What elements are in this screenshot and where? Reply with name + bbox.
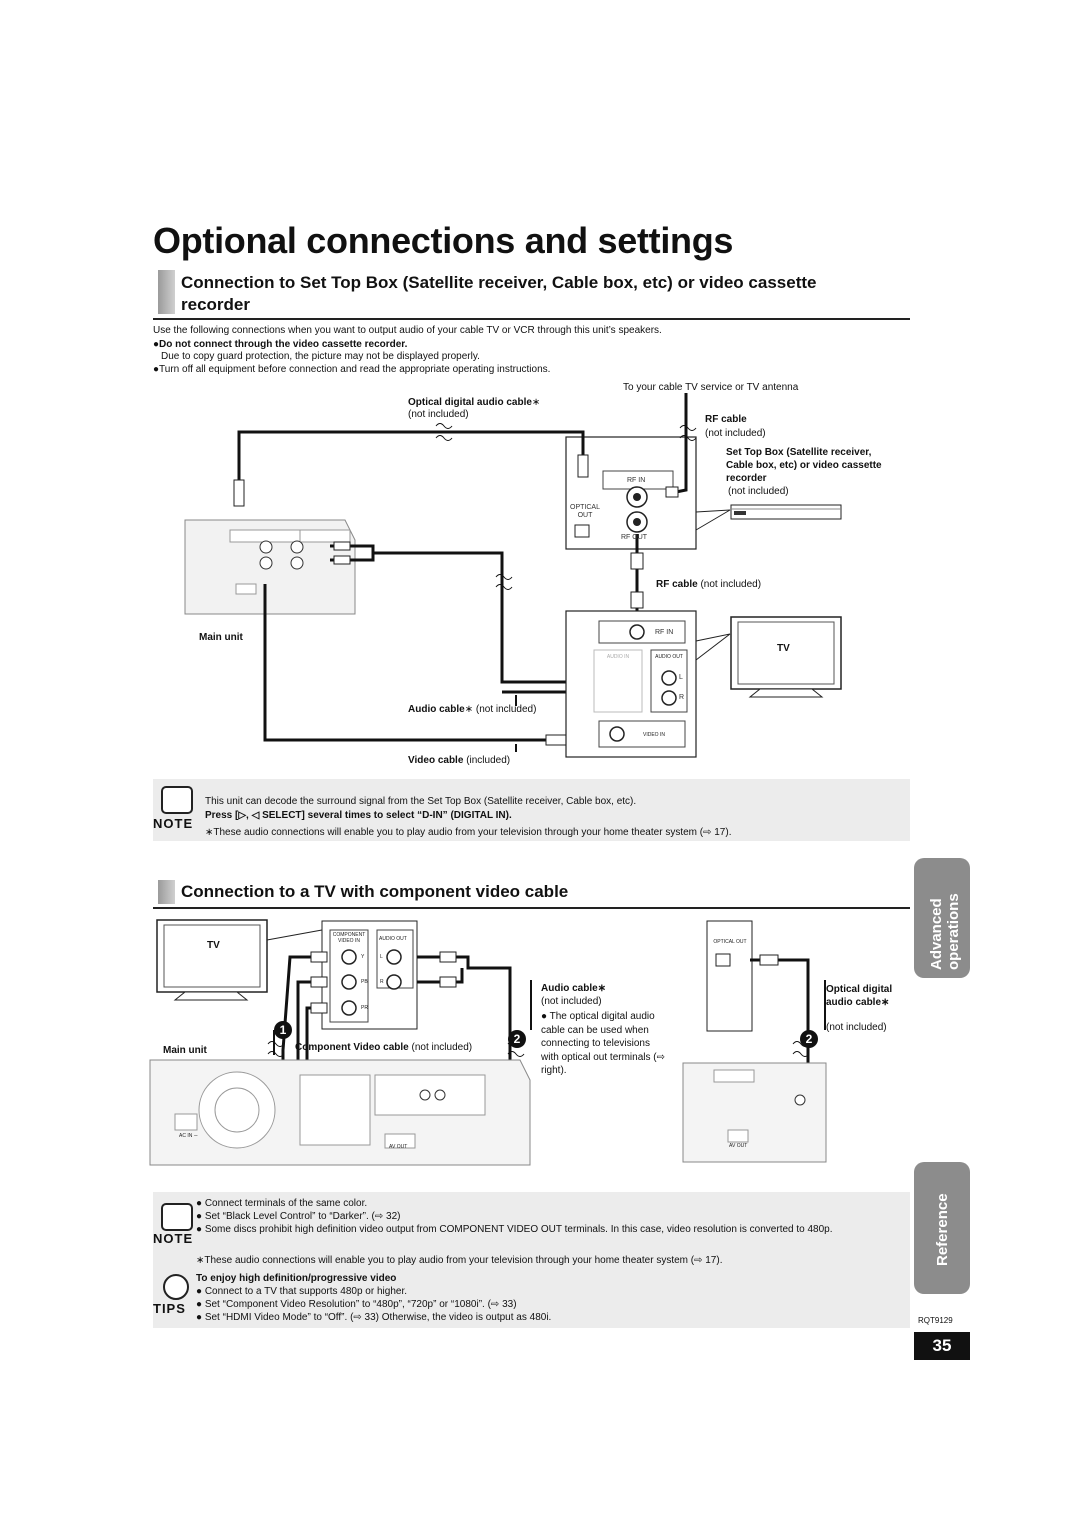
lightbulb-icon [163, 1274, 189, 1300]
step-number: 2 [508, 1030, 526, 1048]
label-av-out: AV OUT [729, 1143, 748, 1149]
note-icon [161, 1203, 193, 1231]
note-line: ∗These audio connections will enable you to play audio from your television through your home theater system (⇨ 17). [196, 1255, 723, 1266]
label-rf-in-tv: RF IN [655, 629, 674, 636]
note-line: Press [▷, ◁ SELECT] several times to select “D-IN” (DIGITAL IN). [205, 810, 512, 821]
section1-intro: Use the following connections when you want to output audio of your cable TV or VCR through this unit’s speakers. [153, 325, 662, 336]
label-pr: PR [361, 1005, 368, 1011]
step-number: 2 [800, 1030, 818, 1048]
label-y: Y [361, 954, 365, 960]
label-optical-cable: Optical digital audio cable∗ [826, 984, 893, 1008]
label-video-cable: Video cable (included) [408, 755, 511, 766]
tips-heading: To enjoy high definition/progressive video [196, 1273, 397, 1284]
label-component-cable: Component Video cable (not included) [295, 1042, 473, 1053]
label-pb: PB [361, 979, 368, 985]
label-antenna: To your cable TV service or TV antenna [623, 382, 799, 393]
note-label: NOTE [153, 816, 194, 831]
section2-heading: Connection to a TV with component video cable [181, 882, 569, 901]
label-tv: TV [777, 643, 790, 654]
label-component-video-in: COMPONENT VIDEO IN [332, 932, 366, 944]
tips-label: TIPS [153, 1301, 186, 1316]
label-rf-out: RF OUT [621, 534, 648, 541]
label-audio-cable: Audio cable∗ (not included) [408, 704, 537, 715]
bullet-item: ●Do not connect through the video cassette recorder. [153, 339, 408, 350]
label-audio-out: AUDIO OUT [655, 654, 683, 660]
note-line: ● Some discs prohibit high definition video output from COMPONENT VIDEO OUT terminals. In this case, video resolution is converted to 480p. [196, 1224, 833, 1235]
label-optical-out: OPTICAL OUT [713, 939, 747, 945]
tips-line: ● Connect to a TV that supports 480p or higher. [196, 1286, 407, 1297]
label-not-included: (not included) [728, 486, 789, 497]
label-audio-in: AUDIO IN [606, 654, 630, 660]
tips-line: ● Set “HDMI Video Mode” to “Off”. (⇨ 33) Otherwise, the video is output as 480i. [196, 1312, 552, 1323]
note-line: ∗These audio connections will enable you to play audio from your television through your home theater system (⇨ 17). [205, 827, 732, 838]
label-ac-in: AC IN ∼ [179, 1133, 198, 1139]
label-not-included: (not included) [826, 1022, 887, 1033]
page-title: Optional connections and settings [153, 220, 734, 261]
label-main-unit: Main unit [163, 1045, 207, 1056]
section1-heading: Connection to Set Top Box (Satellite receiver, Cable box, etc) or video cassette recorder [181, 273, 817, 314]
label-optical-cable: Optical digital audio cable∗ [408, 397, 541, 408]
label-not-included: (not included) [408, 409, 469, 420]
label-set-top-box: Set Top Box (Satellite receiver, Cable box, etc) or video cassette recorder [726, 447, 882, 484]
side-tab-advanced[interactable]: Advanced operations [914, 858, 970, 978]
label-l: L [380, 954, 383, 960]
label-r: R [380, 979, 384, 985]
note-label: NOTE [153, 1231, 194, 1246]
side-tab-reference[interactable]: Reference [914, 1162, 970, 1294]
label-audio-cable: Audio cable∗ [541, 983, 607, 994]
label-video-in: VIDEO IN [643, 732, 665, 738]
label-rf-cable: RF cable [705, 414, 747, 425]
tips-line: ● Set “Component Video Resolution” to “480p”, “720p” or “1080i”. (⇨ 33) [196, 1299, 517, 1310]
note-line: ● Set “Black Level Control” to “Darker”. (⇨ 32) [196, 1211, 401, 1222]
label-main-unit: Main unit [199, 632, 243, 643]
label-tv: TV [207, 940, 220, 951]
bullet-item: ●Turn off all equipment before connection and read the appropriate operating instructions. [153, 364, 551, 375]
label-l: L [679, 674, 683, 681]
bullet-sub: Due to copy guard protection, the picture may not be displayed properly. [161, 351, 480, 362]
label-av-out: AV OUT [389, 1144, 408, 1150]
note-line: ● Connect terminals of the same color. [196, 1198, 368, 1209]
label-rf-in: RF IN [627, 477, 646, 484]
note-line: This unit can decode the surround signal from the Set Top Box (Satellite receiver, Cable box, etc). [205, 796, 637, 807]
label-optical-out: OPTICAL OUT [570, 504, 600, 519]
page-number: 35 [914, 1332, 970, 1360]
label-rf-cable-2: RF cable (not included) [656, 579, 762, 590]
label-r: R [679, 694, 685, 701]
label-not-included: (not included) [705, 428, 766, 439]
label-audio-out: AUDIO OUT [379, 936, 407, 942]
label-not-included: (not included) [541, 996, 602, 1007]
step-number: 1 [274, 1021, 292, 1039]
document-code: RQT9129 [918, 1316, 953, 1325]
label-optical-note: ● The optical digital audio cable can be used when connecting to televisions with optical out terminals (⇨ right). [541, 1011, 665, 1076]
